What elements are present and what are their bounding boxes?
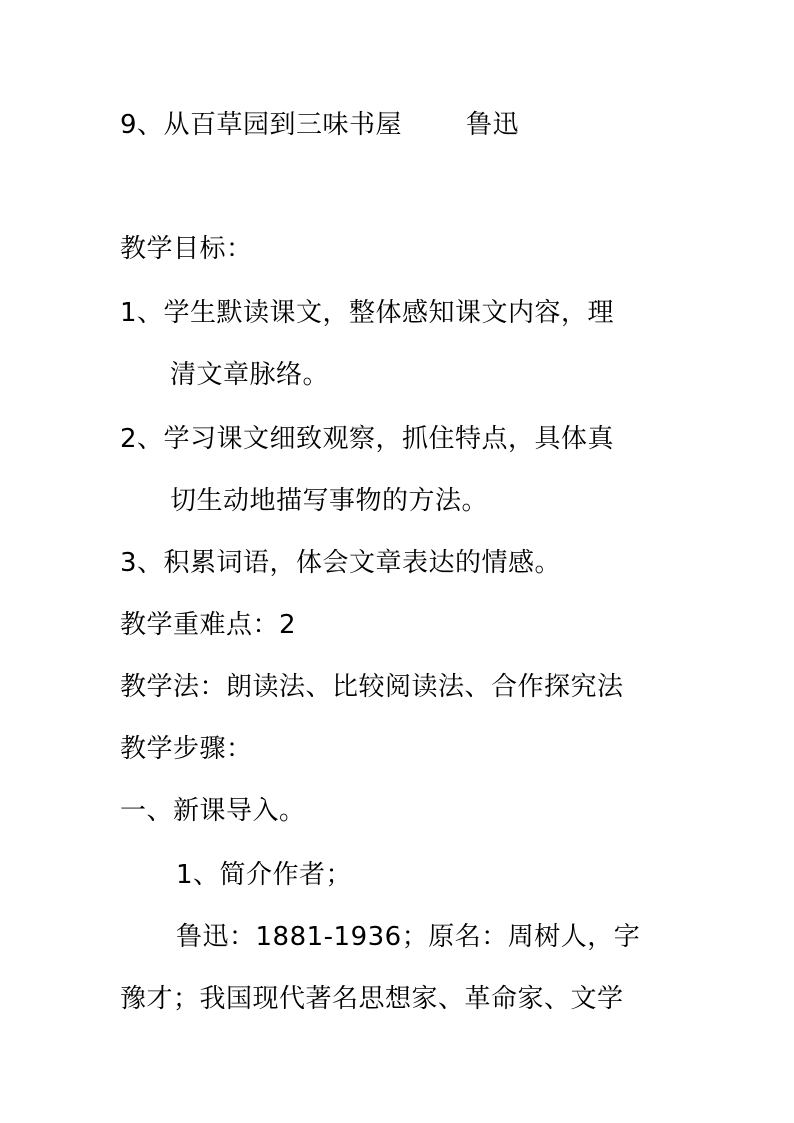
objective-3: 3、积累词语，体会文章表达的情感。 <box>120 548 562 578</box>
document-author: 鲁迅 <box>466 110 520 140</box>
steps-heading: 教学步骤： <box>120 734 253 764</box>
objective-2-line-1: 2、学习课文细致观察，抓住特点，具体真 <box>120 424 615 454</box>
objective-2-line-2: 切生动地描写事物的方法。 <box>170 486 489 516</box>
author-intro-line-2: 豫才；我国现代著名思想家、革命家、文学 <box>120 984 624 1014</box>
key-points: 教学重难点：2 <box>120 610 297 640</box>
document-title-line <box>120 108 519 142</box>
document-title: 9、从百草园到三味书屋 <box>120 110 403 140</box>
author-intro-line-1: 鲁迅：1881-1936；原名：周树人，字 <box>176 922 641 952</box>
teaching-methods: 教学法：朗读法、比较阅读法、合作探究法 <box>120 672 624 702</box>
subsection-one-heading: 1、简介作者； <box>176 860 353 890</box>
objectives-heading: 教学目标： <box>120 234 253 264</box>
objective-1-line-2: 清文章脉络。 <box>170 360 330 390</box>
objective-1-line-1: 1、学生默读课文，整体感知课文内容，理 <box>120 298 615 328</box>
section-one-heading: 一、新课导入。 <box>120 796 306 826</box>
